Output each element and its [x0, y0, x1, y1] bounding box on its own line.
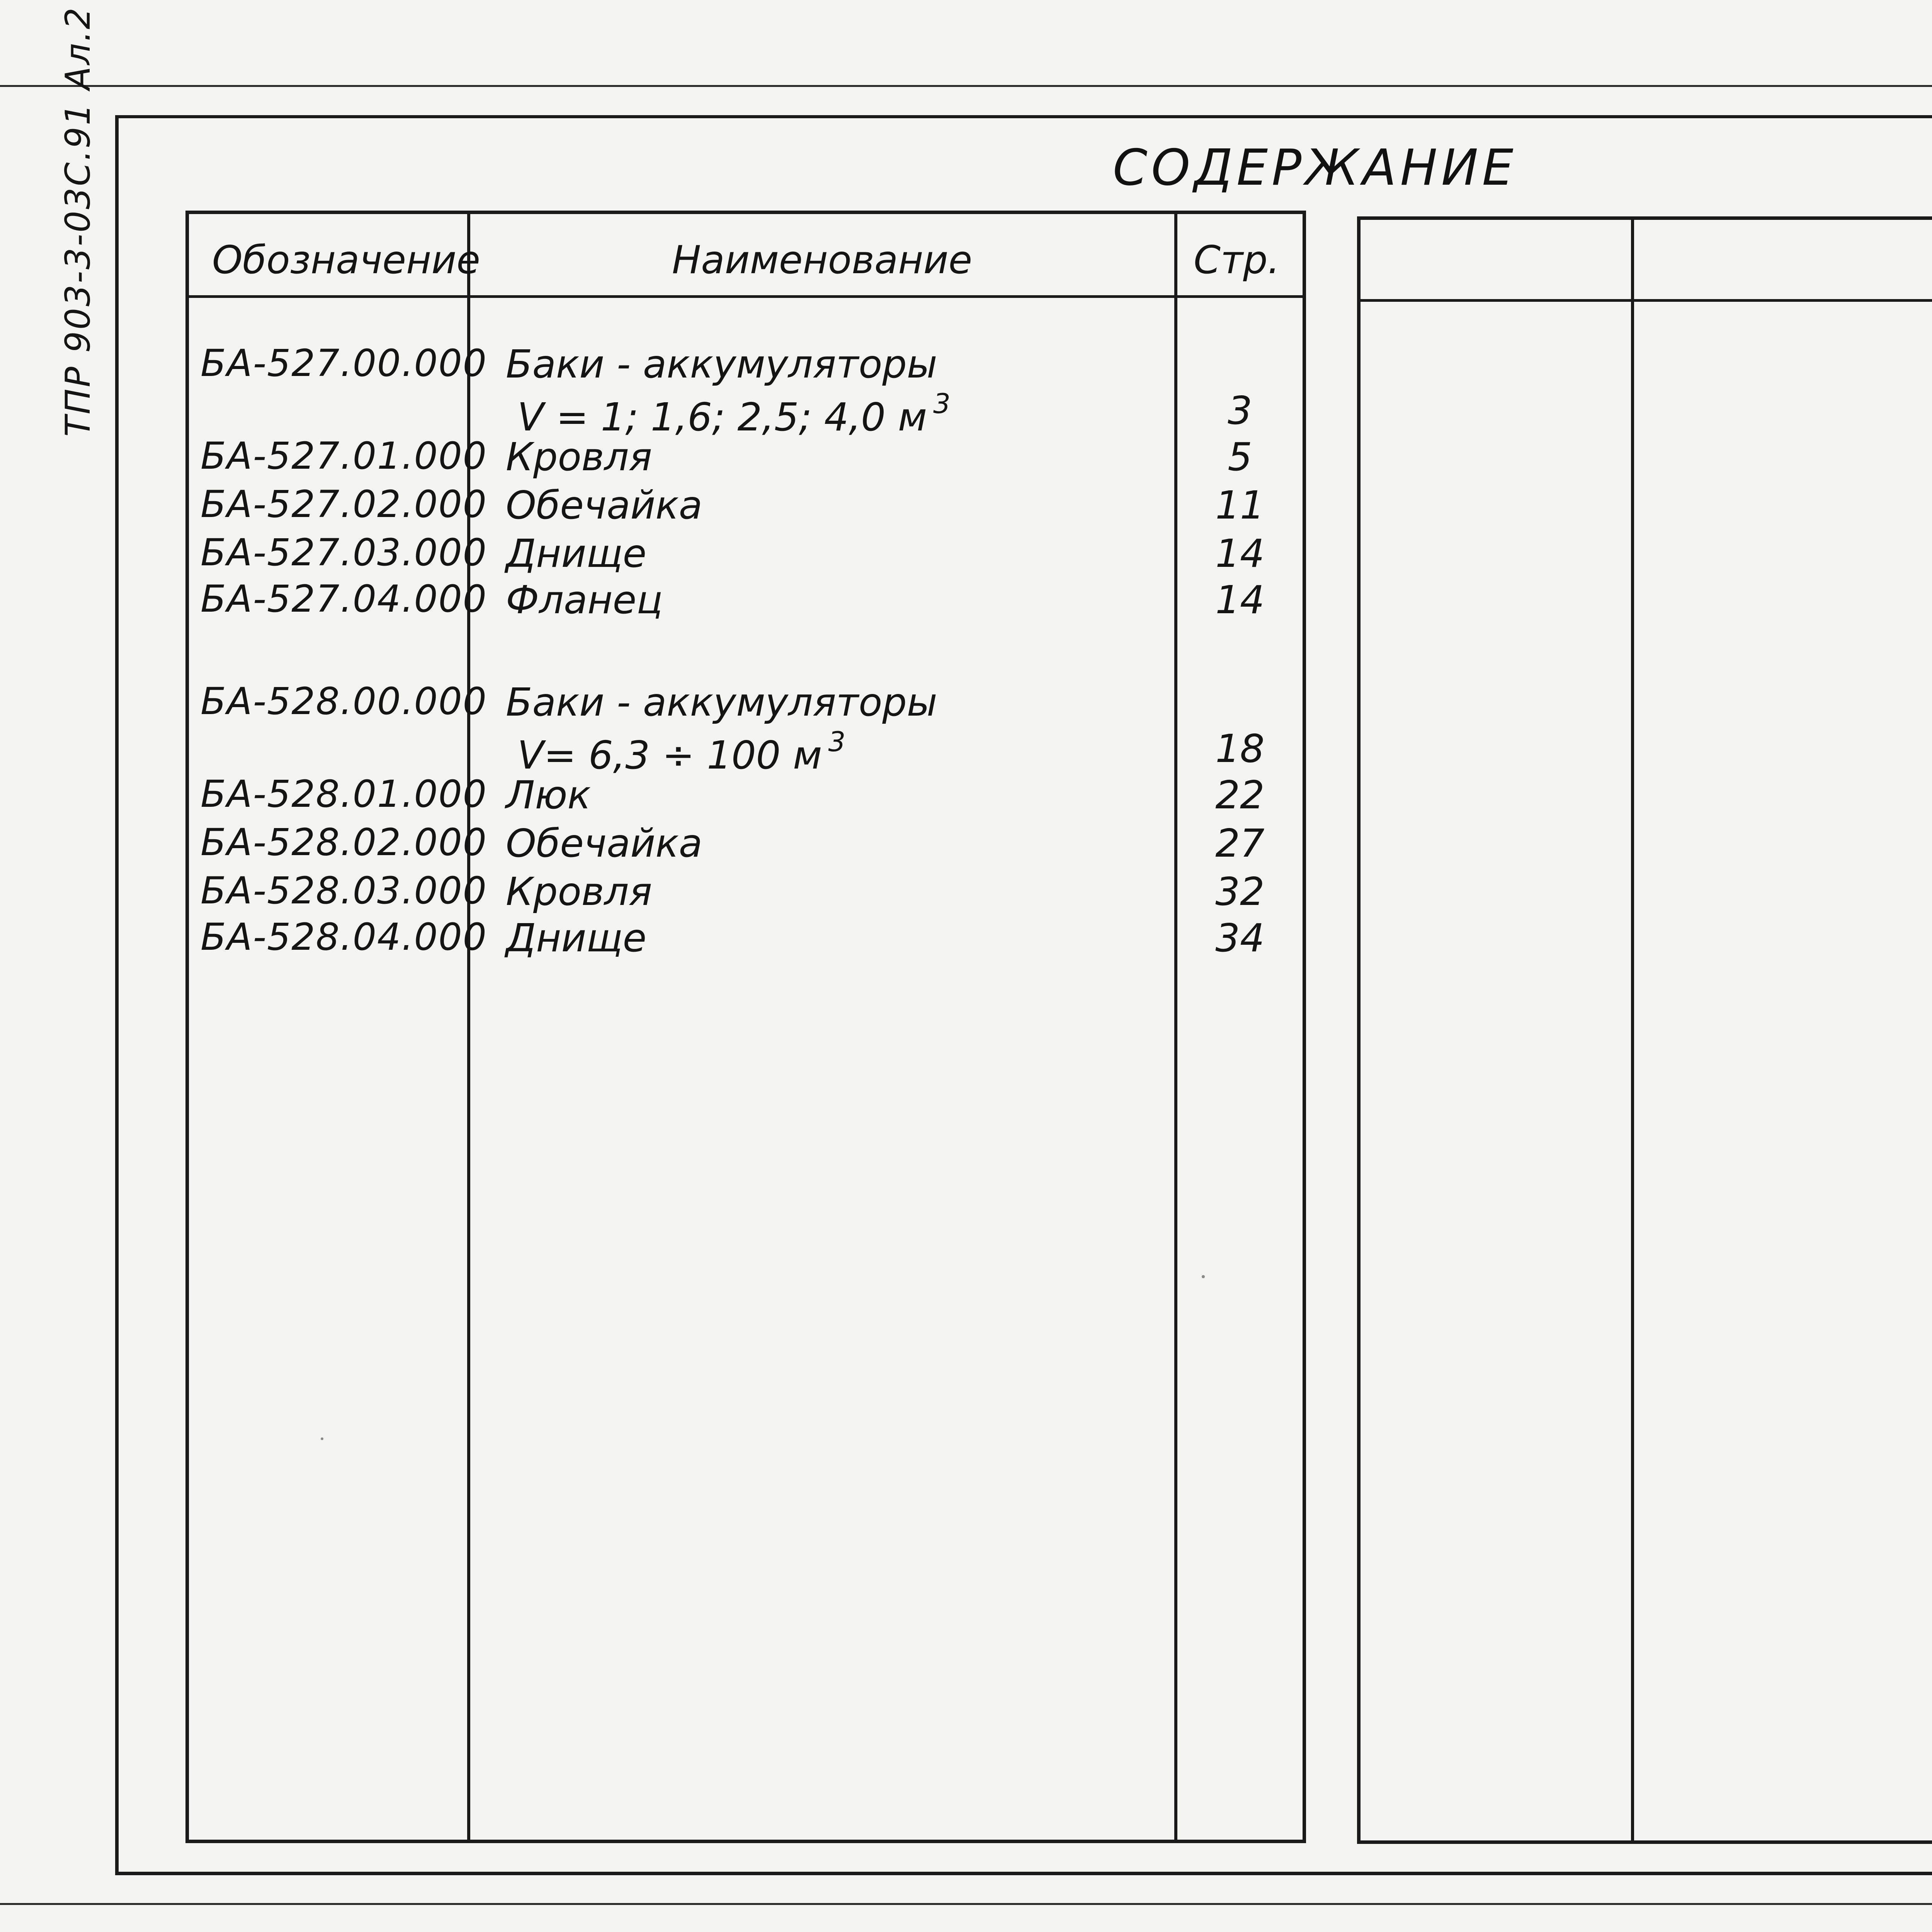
row-name-superscript: 3: [933, 388, 951, 420]
row-name: Люк: [506, 772, 591, 818]
header-page: Стр.: [1194, 237, 1280, 282]
row-designation: БА-528.02.000: [201, 821, 487, 864]
table-row: [189, 726, 1303, 778]
row-designation: БА-528.03.000: [201, 869, 487, 912]
row-page: 34: [1215, 915, 1265, 961]
contents-table: [185, 211, 1306, 1843]
row-designation: БА-528.00.000: [201, 680, 487, 723]
table-row: [189, 342, 1303, 390]
table-row: [189, 483, 1303, 531]
side-document-code: ТПР 903-3-03С.91 Ал.2: [58, 6, 98, 437]
header-divider: [189, 295, 1303, 298]
row-name: Днище: [506, 915, 647, 961]
table-row: [189, 772, 1303, 821]
blank-header-divider: [1361, 299, 1932, 302]
row-page: 27: [1215, 821, 1265, 866]
row-name: Обечайка: [506, 821, 702, 866]
blank-column-divider-1: [1631, 220, 1634, 1840]
header-name: Наименование: [672, 237, 973, 282]
row-designation: БА-528.01.000: [201, 772, 487, 816]
row-name: Фланец: [506, 577, 663, 622]
row-page: 11: [1215, 483, 1265, 528]
row-page: 32: [1215, 869, 1265, 914]
table-row: [189, 680, 1303, 728]
blank-table: [1357, 216, 1932, 1844]
row-page: 14: [1215, 577, 1265, 622]
row-designation: БА-528.04.000: [201, 915, 487, 959]
row-name: Днище: [506, 531, 647, 576]
table-row: [189, 915, 1303, 964]
row-name: Баки - аккумуляторы: [506, 680, 937, 725]
table-row: [189, 388, 1303, 440]
row-page: 5: [1228, 434, 1252, 480]
row-designation: БА-527.01.000: [201, 434, 487, 478]
row-name: Кровля: [506, 869, 652, 914]
row-designation: БА-527.02.000: [201, 483, 487, 526]
outer-bottom-line: [0, 1903, 1932, 1905]
row-designation: БА-527.04.000: [201, 577, 487, 621]
header-designation: Обозначение: [212, 237, 480, 282]
scan-speck: [1202, 1275, 1205, 1278]
row-name: Кровля: [506, 434, 652, 480]
table-row: [189, 577, 1303, 626]
row-page: 18: [1215, 726, 1265, 771]
table-row: [189, 821, 1303, 869]
row-name: Обечайка: [506, 483, 702, 528]
row-name: V= 6,3 ÷ 100 м $^3$: [517, 726, 846, 778]
row-page: 14: [1215, 531, 1265, 576]
scan-speck: [321, 1437, 323, 1440]
table-row: [189, 434, 1303, 483]
row-name: V = 1; 1,6; 2,5; 4,0 м $^3$: [517, 388, 951, 440]
row-page: 22: [1215, 772, 1265, 818]
row-designation: БА-527.00.000: [201, 342, 487, 385]
table-row: [189, 869, 1303, 918]
table-row: [189, 531, 1303, 580]
page-title: СОДЕРЖАНИЕ: [1113, 139, 1517, 197]
row-page: 3: [1228, 388, 1252, 433]
row-name-superscript: 3: [828, 726, 846, 758]
outer-top-line: [0, 85, 1932, 87]
row-designation: БА-527.03.000: [201, 531, 487, 574]
row-name: Баки - аккумуляторы: [506, 342, 937, 387]
